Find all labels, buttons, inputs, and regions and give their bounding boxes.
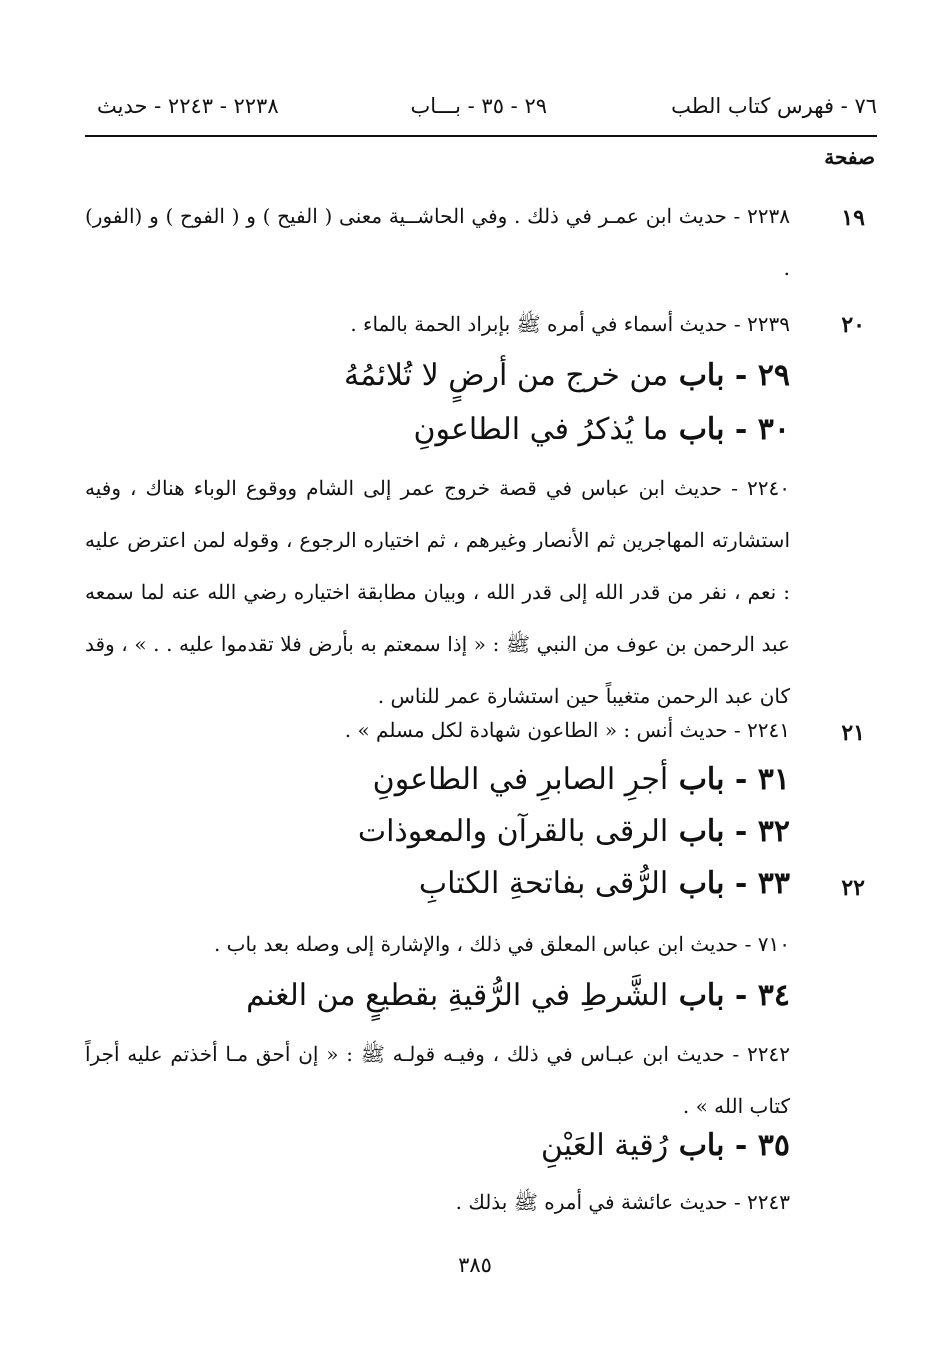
page-ref-19: ١٩ (841, 205, 865, 231)
hadith-2240: ٢٢٤٠ - حديث ابن عباس في قصة خروج عمر إلى الشام ووقوع الوباء هناك ، وفيه استشارته المهاجرين ثم الأنصار وغيرهم ، ثم اختياره الرجوع ، وقوله لمن اعترض عليه : نعم ، نفر من قدر الله إلى قدر الله ، وبيان مطابقة اختياره رضي الله عنه لما سمعه عبد الرحمن بن عوف من النبي ﷺ : « إذا سمعتم به بأرض فلا تقدموا عليه . . » ، وقد كان عبد الرحمن متغيباً حين استشارة عمر للناس . (85, 476, 790, 708)
bab-33-title: الرُّقى بفاتحةِ الكتابِ (418, 866, 669, 901)
bab-30-heading (413, 412, 790, 447)
bab-32-heading (358, 814, 790, 849)
hadith-2243: ٢٢٤٣ - حديث عائشة في أمره ﷺ بذلك . (455, 1190, 790, 1214)
header-hadith-range: ٢٢٣٨ - ٢٢٤٣ - حديث (97, 94, 279, 118)
bab-33-number: ٣٣ - باب (678, 866, 790, 901)
bab-34-number: ٣٤ - باب (678, 978, 790, 1013)
bab-32-number: ٣٢ - باب (678, 814, 790, 849)
page-number: ٣٨٥ (458, 1253, 492, 1277)
hadith-2242: ٢٢٤٢ - حديث ابن عبـاس في ذلك ، وفيـه قولـه ﷺ : « إن أحق مـا أخذتم عليه أجراً كتاب الله » . (85, 1042, 790, 1118)
bab-35-heading (541, 1128, 790, 1163)
bab-30-number: ٣٠ - باب (678, 412, 790, 447)
hadith-710: ٧١٠ - حديث ابن عباس المعلق في ذلك ، والإشارة إلى وصله بعد باب . (213, 932, 790, 956)
hadith-2238: ٢٢٣٨ - حديث ابن عمـر في ذلك . وفي الحاشــية معنى ( الفيح ) و ( الفوح ) و (الفور) . (85, 204, 790, 280)
header-chapter-title: ٧٦ - فهرس كتاب الطب (671, 94, 877, 118)
bab-35-title: رُقية العَيْنِ (540, 1128, 669, 1163)
bab-29-heading (344, 358, 790, 393)
bab-34-title: الشَّرطِ في الرُّقيةِ بقطيعٍ من الغنم (246, 978, 669, 1013)
bab-31-heading (373, 762, 790, 797)
bab-34-heading (246, 978, 790, 1013)
hadith-2241: ٢٢٤١ - حديث أنس : « الطاعون شهادة لكل مسلم » . (344, 718, 790, 742)
page-ref-20: ٢٠ (841, 312, 865, 338)
bab-31-title: أجرِ الصابرِ في الطاعونِ (372, 762, 669, 797)
hadith-2239: ٢٢٣٩ - حديث أسماء في أمره ﷺ بإبراد الحمة بالماء . (350, 312, 790, 336)
page-ref-21: ٢١ (841, 720, 865, 746)
bab-35-number: ٣٥ - باب (678, 1128, 790, 1163)
header-bab-range: ٢٩ - ٣٥ - بـــاب (410, 94, 547, 118)
bab-31-number: ٣١ - باب (678, 762, 790, 797)
bab-33-heading (419, 866, 790, 901)
bab-30-title: ما يُذكرُ في الطاعونِ (413, 412, 669, 447)
header-rule (85, 135, 877, 137)
bab-29-title: من خرج من أرضٍ لا تُلائمُهُ (344, 358, 669, 393)
bab-32-title: الرقى بالقرآن والمعوذات (357, 814, 669, 849)
running-header (85, 94, 877, 134)
page-column-label: صفحة (824, 145, 875, 169)
bab-29-number: ٢٩ - باب (678, 358, 790, 393)
page-ref-22: ٢٢ (841, 875, 865, 901)
